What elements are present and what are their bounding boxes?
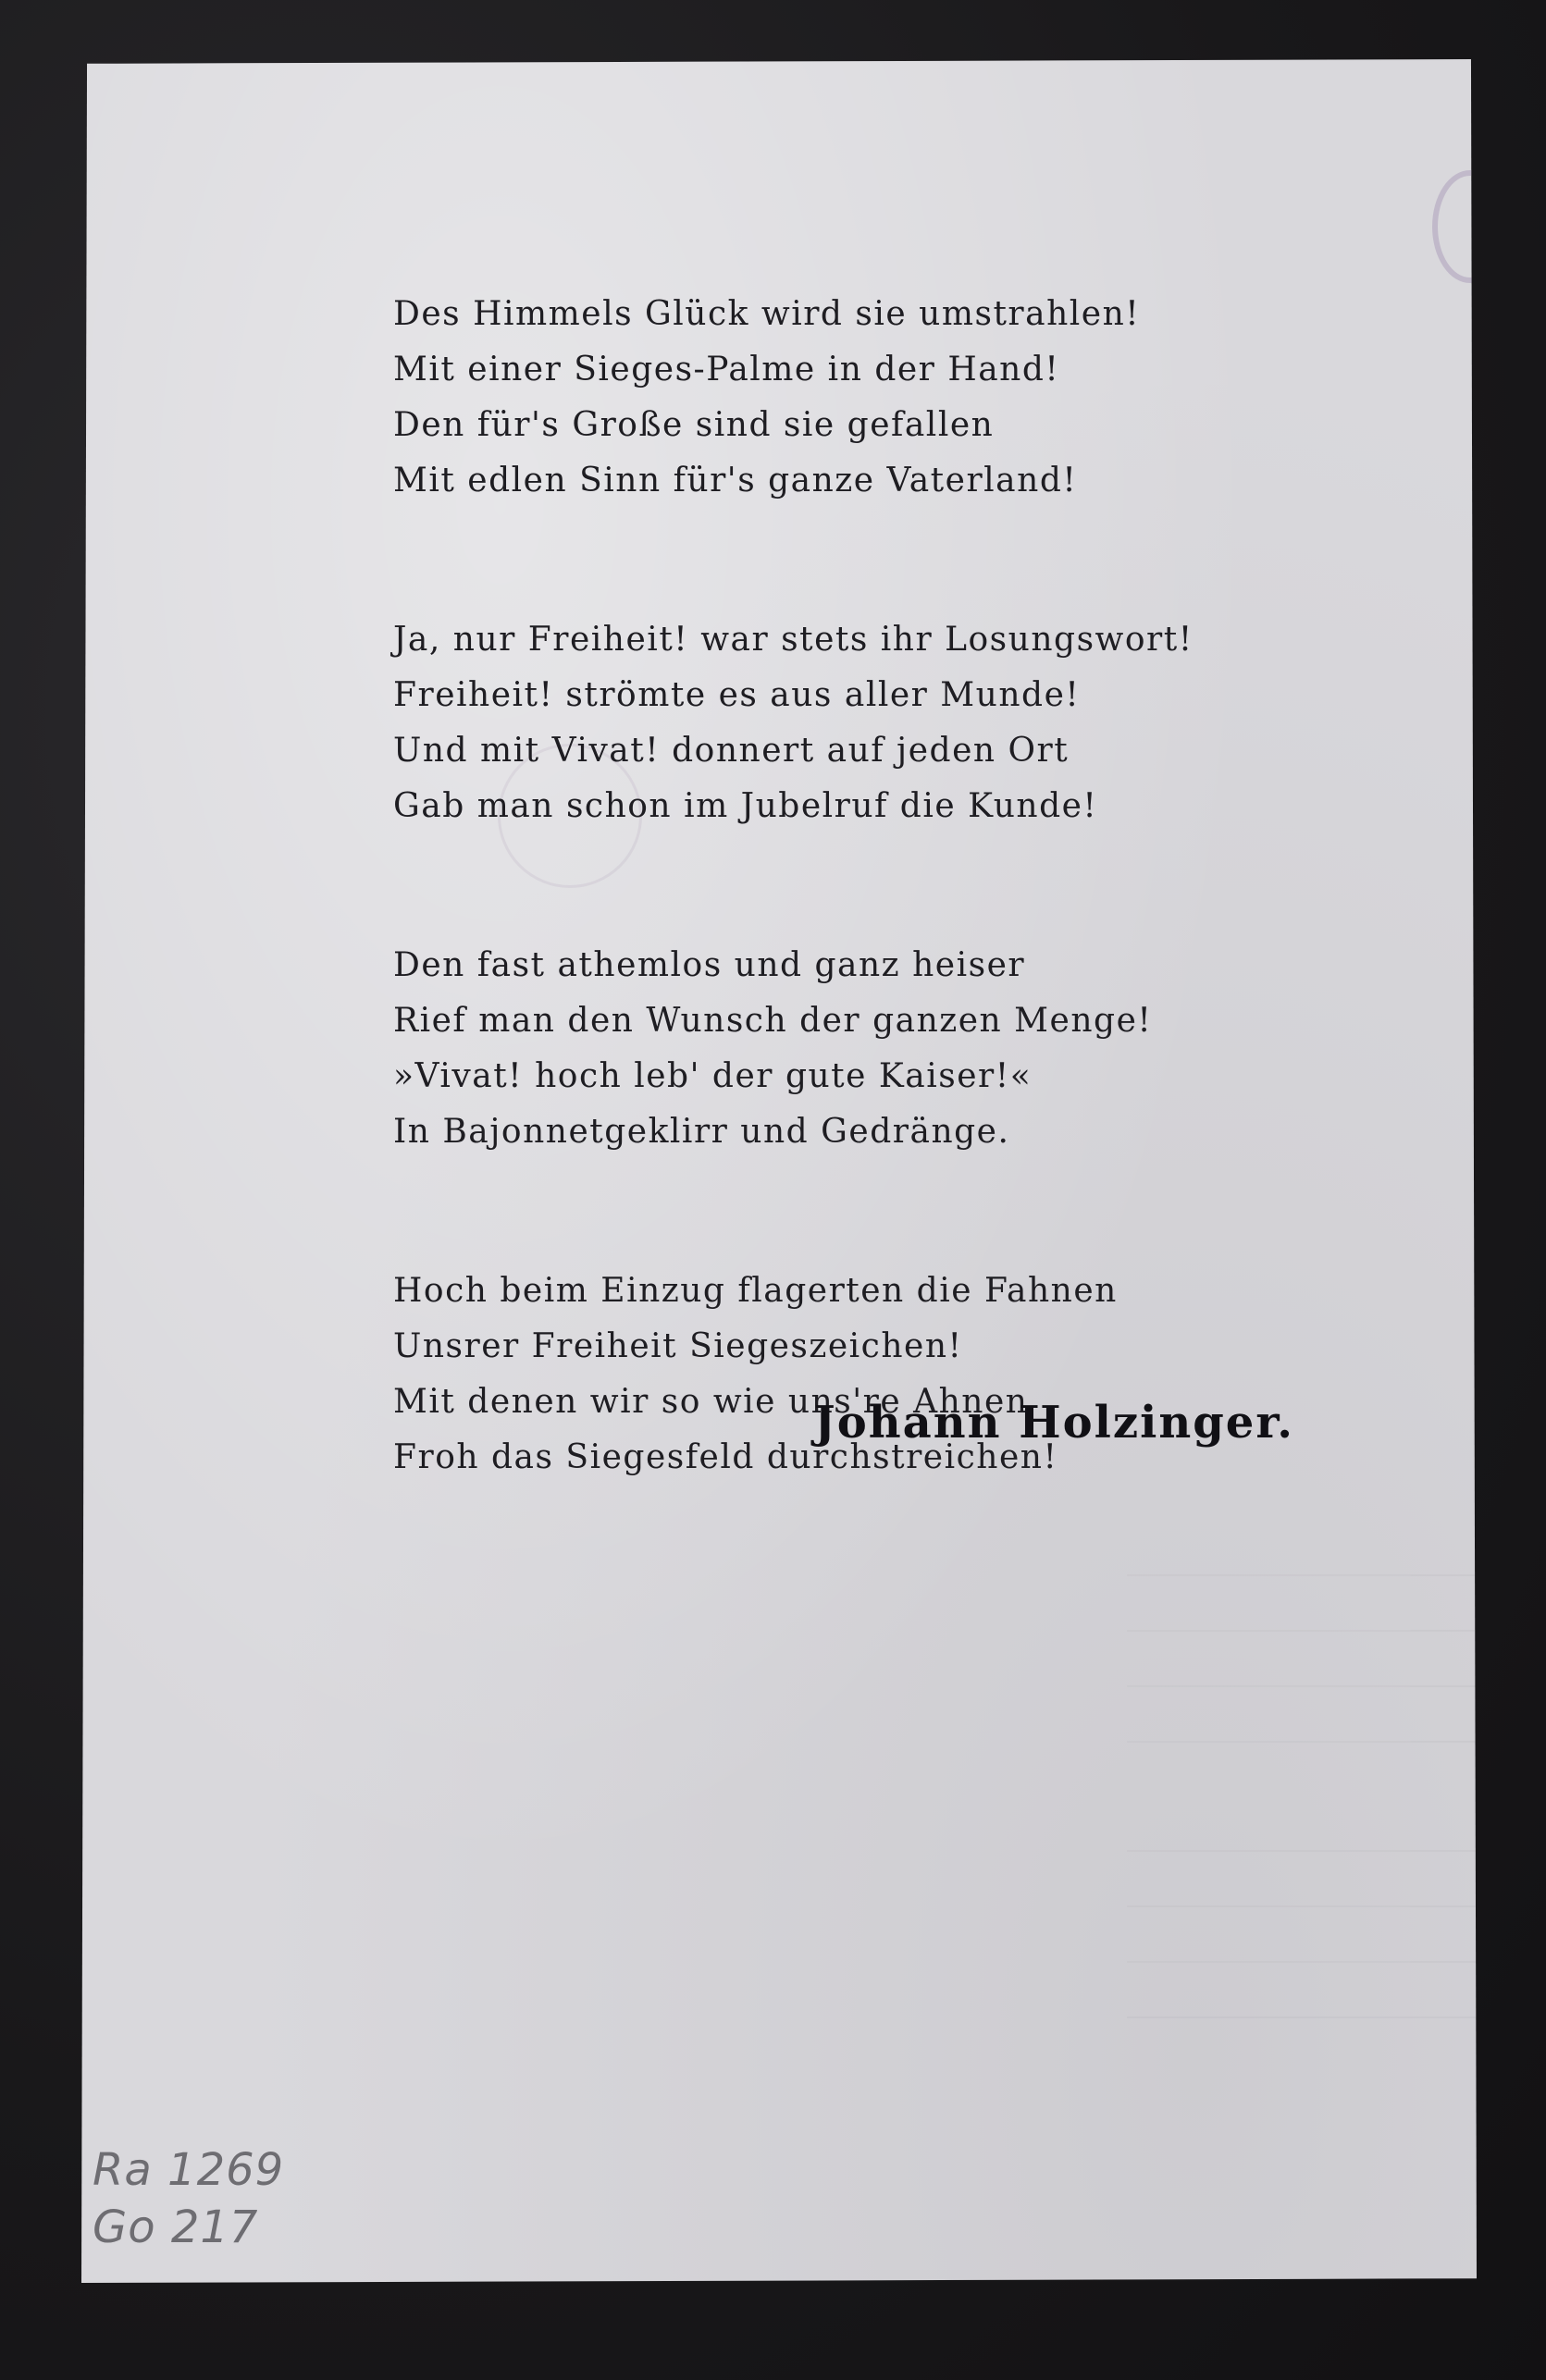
shelfmark-line-1: Ra 1269 xyxy=(93,2144,285,2196)
poem-line: Hoch beim Einzug flagerten die Fahnen xyxy=(393,1272,1118,1310)
shelfmark-line-2: Go 217 xyxy=(93,2201,259,2253)
stanza-2 xyxy=(393,612,1226,834)
poem-line: Den fast athemlos und ganz heiser xyxy=(393,946,1026,984)
poem xyxy=(393,287,1226,1589)
poem-line: Des Himmels Glück wird sie umstrahlen! xyxy=(393,295,1141,333)
poem-line: Mit denen wir so wie uns're Ahnen xyxy=(393,1383,1029,1421)
poem-line: »Vivat! hoch leb' der gute Kaiser!« xyxy=(393,1057,1033,1095)
poem-line: Den für's Große sind sie gefallen xyxy=(393,406,995,444)
poem-line: Mit einer Sieges-Palme in der Hand! xyxy=(393,351,1060,388)
poem-line: Ja, nur Freiheit! war stets ihr Losungswort! xyxy=(393,621,1194,659)
pencil-shelfmark xyxy=(93,2141,284,2256)
stanza-1 xyxy=(393,287,1226,509)
reverse-side-show-through xyxy=(1127,1521,1515,2018)
poem-line: Und mit Vivat! donnert auf jeden Ort xyxy=(393,732,1070,770)
author-signature: Johann Holzinger. xyxy=(814,1397,1294,1449)
poem-line: Rief man den Wunsch der ganzen Menge! xyxy=(393,1002,1153,1040)
poem-line: Unsrer Freiheit Siegeszeichen! xyxy=(393,1327,963,1365)
poem-line: Froh das Siegesfeld durchstreichen! xyxy=(393,1438,1058,1476)
stanza-4 xyxy=(393,1264,1226,1486)
poem-line: Freiheit! strömte es aus aller Munde! xyxy=(393,676,1081,714)
stanza-3 xyxy=(393,938,1226,1160)
poem-line: In Bajonnetgeklirr und Gedränge. xyxy=(393,1113,1010,1151)
poem-line: Gab man schon im Jubelruf die Kunde! xyxy=(393,787,1098,825)
poem-line: Mit edlen Sinn für's ganze Vaterland! xyxy=(393,462,1078,499)
